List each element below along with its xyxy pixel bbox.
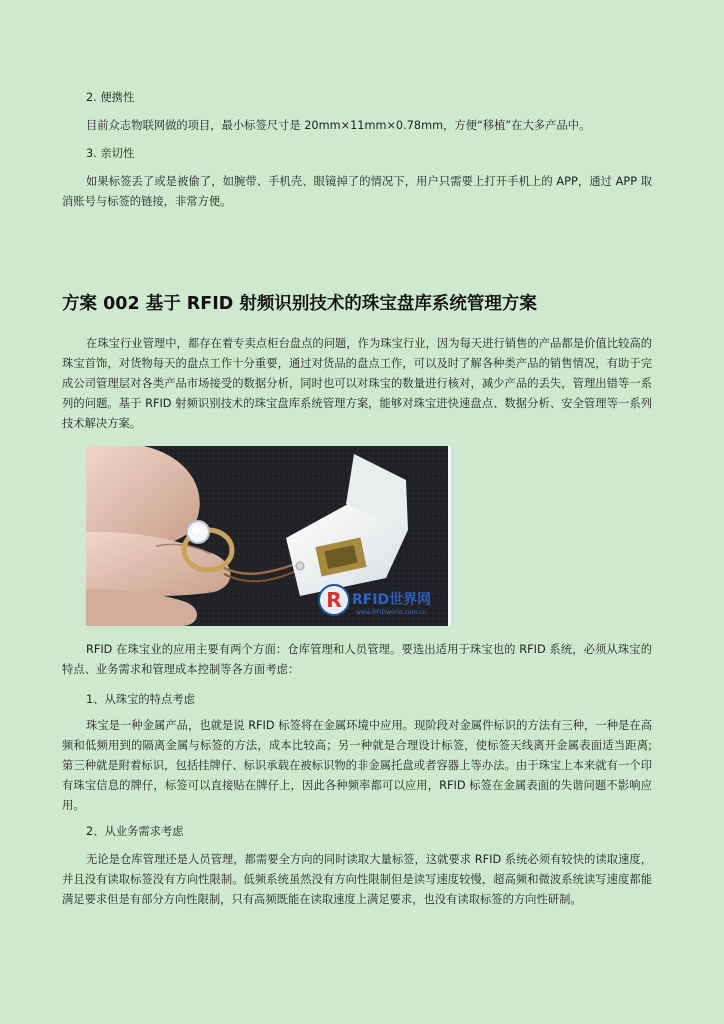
paragraph-business-needs: 无论是仓库管理还是人员管理，都需要全方向的同时读取大量标签，这就要求 RFID 系统必须有较快的读取速度，并且没有读取标签没有方向性限制。低频系统虽然没有方向性限制但是读写速度较慢，超高频和微波系统读写速度都能满足要求但是有部分方向性限制，只有高频既能在读取速度上满足要求，也没有读取标签的方向性研制。	[62, 853, 652, 906]
subheading-portability: 2. 便携性	[86, 91, 135, 104]
rfid-world-watermark-logo	[318, 582, 440, 618]
subheading-jewelry-features: 1、从珠宝的特点考虑	[86, 693, 195, 706]
subheading-friendliness: 3. 亲切性	[86, 147, 135, 160]
svg-text:R: R	[326, 588, 342, 612]
paragraph-application: RFID 在珠宝业的应用主要有两个方面：仓库管理和人员管理。要选出适用于珠宝也的 RFID 系统，必须从珠宝的特点、业务需求和管理成本控制等各方面考虑：	[62, 643, 652, 676]
subheading-business-needs: 2、从业务需求考虑	[86, 825, 184, 838]
section-title: 方案 002 基于 RFID 射频识别技术的珠宝盘库系统管理方案	[62, 294, 537, 314]
watermark-url: www.RFIDworld.com.cn	[356, 609, 427, 616]
paragraph-friendliness: 如果标签丢了或是被偷了，如腕带、手机壳、眼镜掉了的情况下，用户只需要上打开手机上的 APP，通过 APP 取消账号与标签的链接，非常方便。	[62, 175, 652, 208]
paragraph-jewelry-features: 珠宝是一种金属产品，也就是说 RFID 标签将在金属环境中应用。现阶段对金属件标识的方法有三种，一种是在高频和低频用到的隔离金属与标签的方法，成本比较高；另一种就是合理设计标签，使标签天线离开金属表面适当距离;第三种就是附着标识，包括挂牌仔、标识承载在被标识物的非金属托盘或者容器上等办法。由于珠宝上本来就有一个印有珠宝信息的牌仔，标签可以直接贴在牌仔上，因此各种频率都可以应用，RFID 标签在金属表面的失谐问题不影响应用。	[62, 719, 652, 812]
paragraph-portability: 目前众志物联网做的项目，最小标签尺寸是 20mm×11mm×0.78mm，方便“移植”在大多产品中。	[86, 119, 591, 132]
paragraph-intro: 在珠宝行业管理中，都存在着专卖点柜台盘点的问题，作为珠宝行业，因为每天进行销售的产品都是价值比较高的珠宝首饰，对货物每天的盘点工作十分重要，通过对货品的盘点工作，可以及时了解各种类产品的销售情况，有助于完成公司管理层对各类产品市场接受的数据分析，同时也可以对珠宝的数量进行核对，减少产品的丢失，管理出错等一系列的问题。基于 RFID 射频识别技术的珠宝盘库系统管理方案，能够对珠宝进快速盘点、数据分析、安全管理等一系列技术解决方案。	[62, 337, 652, 430]
photo-border	[448, 446, 451, 626]
watermark-text: RFID世界网	[352, 592, 432, 608]
